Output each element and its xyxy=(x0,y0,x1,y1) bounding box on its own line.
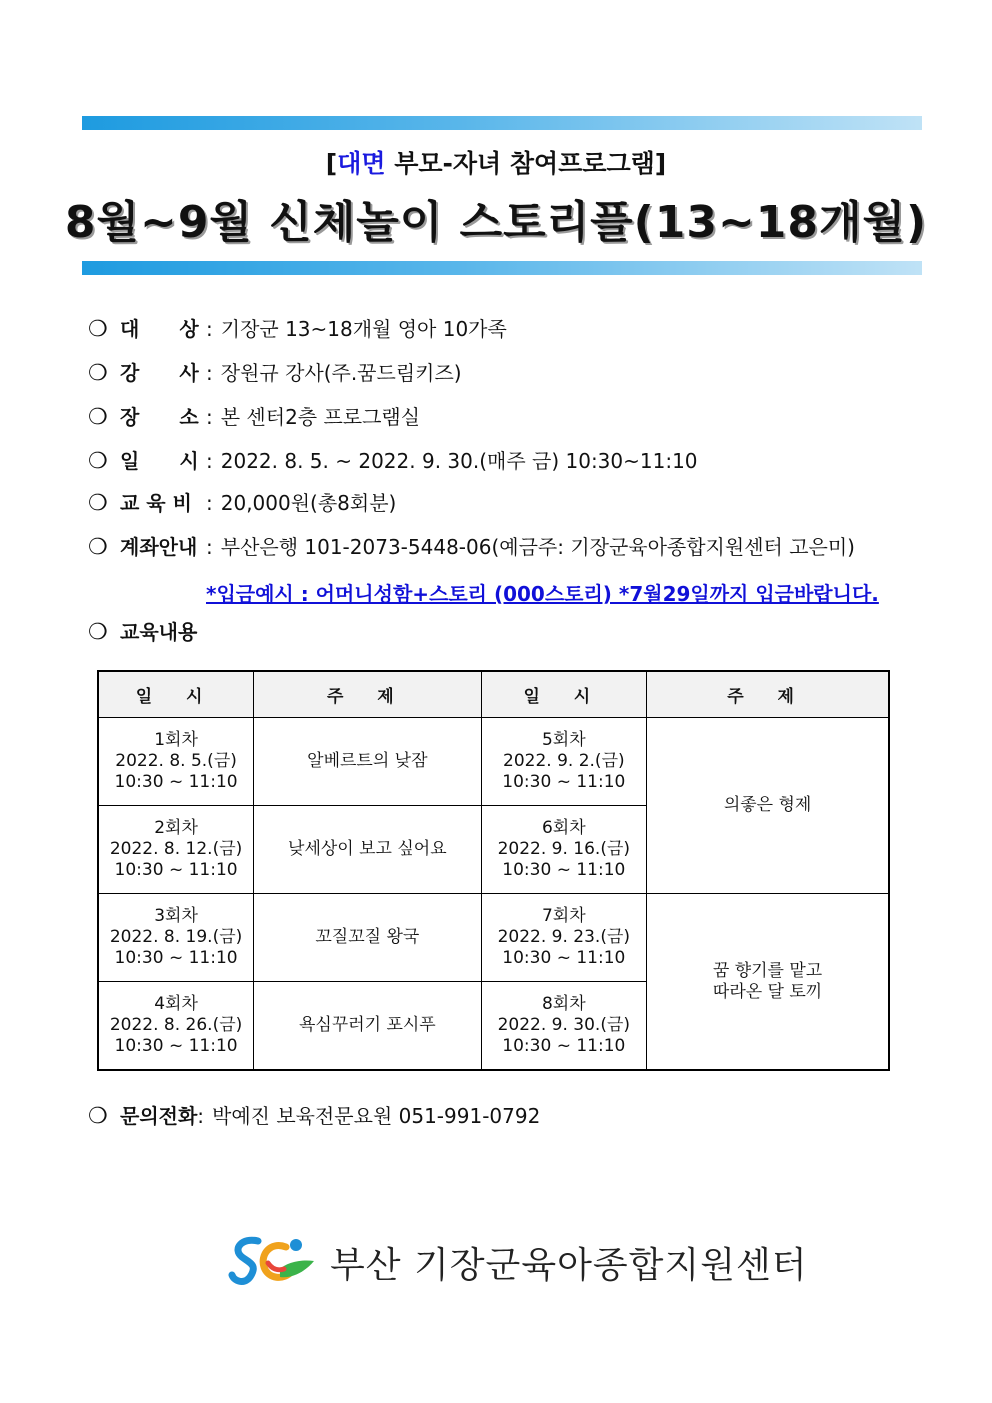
info-contact: ❍ 문의전화: 박예진 보육전문요원 051-991-0792 xyxy=(88,1104,541,1129)
merged-topic-cell: 의좋은 형제 xyxy=(647,718,889,894)
header-topic: 주 제 xyxy=(254,671,481,718)
info-instructor: ❍ 강 사 : 장원규 강사(주.꿈드림키즈) xyxy=(88,361,462,386)
info-value: 2022. 8. 5. ~ 2022. 9. 30.(매주 금) 10:30~11:10 xyxy=(220,449,698,473)
table-row xyxy=(98,894,889,982)
table-row xyxy=(98,718,889,806)
topic-cell: 낮세상이 보고 싶어요 xyxy=(254,806,481,894)
session-cell: 2회차 2022. 8. 12.(금) 10:30 ~ 11:10 xyxy=(98,806,254,894)
session-cell: 7회차 2022. 9. 23.(금) 10:30 ~ 11:10 xyxy=(481,894,647,982)
payment-note: *입금예시 : 어머니성함+스토리 (000스토리) *7월29일까지 입금바랍니다. xyxy=(206,582,879,606)
info-value: 장원규 강사(주.꿈드림키즈) xyxy=(220,361,462,385)
bullet-icon: ❍ xyxy=(88,361,108,386)
header-datetime: 일 시 xyxy=(481,671,647,718)
schedule-table xyxy=(97,670,890,1071)
session-cell: 8회차 2022. 9. 30.(금) 10:30 ~ 11:10 xyxy=(481,982,647,1071)
center-logo-icon xyxy=(228,1233,320,1291)
info-label: 계좌안내 xyxy=(120,535,198,559)
top-blue-bar xyxy=(82,116,922,130)
topic-cell: 꼬질꼬질 왕국 xyxy=(254,894,481,982)
info-value: 기장군 13~18개월 영아 10가족 xyxy=(220,317,507,341)
info-label: 교 육 비 xyxy=(120,491,192,515)
bottom-blue-bar xyxy=(82,261,922,275)
session-cell: 5회차 2022. 9. 2.(금) 10:30 ~ 11:10 xyxy=(481,718,647,806)
info-value: 부산은행 101-2073-5448-06(예금주: 기장군육아종합지원센터 고은미) xyxy=(220,535,855,559)
info-target: ❍ 대 상 : 기장군 13~18개월 영아 10가족 xyxy=(88,317,507,342)
bullet-icon: ❍ xyxy=(88,317,108,342)
merged-topic-cell: 꿈 향기를 맡고 따라온 달 토끼 xyxy=(647,894,889,1071)
bullet-icon: ❍ xyxy=(88,535,108,560)
org-name: 부산 기장군육아종합지원센터 xyxy=(330,1244,808,1286)
program-title: 8월~9월 신체놀이 스토리플(13~18개월) xyxy=(64,197,928,248)
info-value: 박예진 보육전문요원 051-991-0792 xyxy=(212,1104,541,1128)
content-heading-label: 교육내용 xyxy=(120,620,198,644)
footer-logo xyxy=(228,1232,808,1292)
info-account: ❍ 계좌안내 : 부산은행 101-2073-5448-06(예금주: 기장군육아종합지원센터 고은미) xyxy=(88,535,855,560)
bullet-icon: ❍ xyxy=(88,620,108,645)
info-label: 대 상 xyxy=(120,317,199,341)
bullet-icon: ❍ xyxy=(88,449,108,474)
header-topic: 주 제 xyxy=(647,671,889,718)
subtitle-highlight: 대면 xyxy=(337,149,386,178)
info-value: 20,000원(총8회분) xyxy=(220,491,397,515)
session-cell: 1회차 2022. 8. 5.(금) 10:30 ~ 11:10 xyxy=(98,718,254,806)
bullet-icon: ❍ xyxy=(88,1104,108,1129)
info-label: 장 소 xyxy=(120,405,199,429)
table-header-row xyxy=(98,671,889,718)
header-datetime: 일 시 xyxy=(98,671,254,718)
info-label: 강 사 xyxy=(120,361,199,385)
program-subtitle: [대면 부모-자녀 참여프로그램] xyxy=(325,149,667,178)
topic-cell: 욕심꾸러기 포시푸 xyxy=(254,982,481,1071)
session-cell: 6회차 2022. 9. 16.(금) 10:30 ~ 11:10 xyxy=(481,806,647,894)
topic-cell: 알베르트의 낮잠 xyxy=(254,718,481,806)
info-fee: ❍ 교 육 비 : 20,000원(총8회분) xyxy=(88,491,397,516)
content-heading xyxy=(88,620,197,645)
session-cell: 4회차 2022. 8. 26.(금) 10:30 ~ 11:10 xyxy=(98,982,254,1071)
info-place: ❍ 장 소 : 본 센터2층 프로그램실 xyxy=(88,405,421,430)
session-cell: 3회차 2022. 8. 19.(금) 10:30 ~ 11:10 xyxy=(98,894,254,982)
info-schedule: ❍ 일 시 : 2022. 8. 5. ~ 2022. 9. 30.(매주 금) 10:30~11:10 xyxy=(88,449,698,474)
info-label: 일 시 xyxy=(120,449,199,473)
info-label: 문의전화 xyxy=(120,1104,198,1128)
bullet-icon: ❍ xyxy=(88,491,108,516)
bullet-icon: ❍ xyxy=(88,405,108,430)
info-value: 본 센터2층 프로그램실 xyxy=(220,405,421,429)
